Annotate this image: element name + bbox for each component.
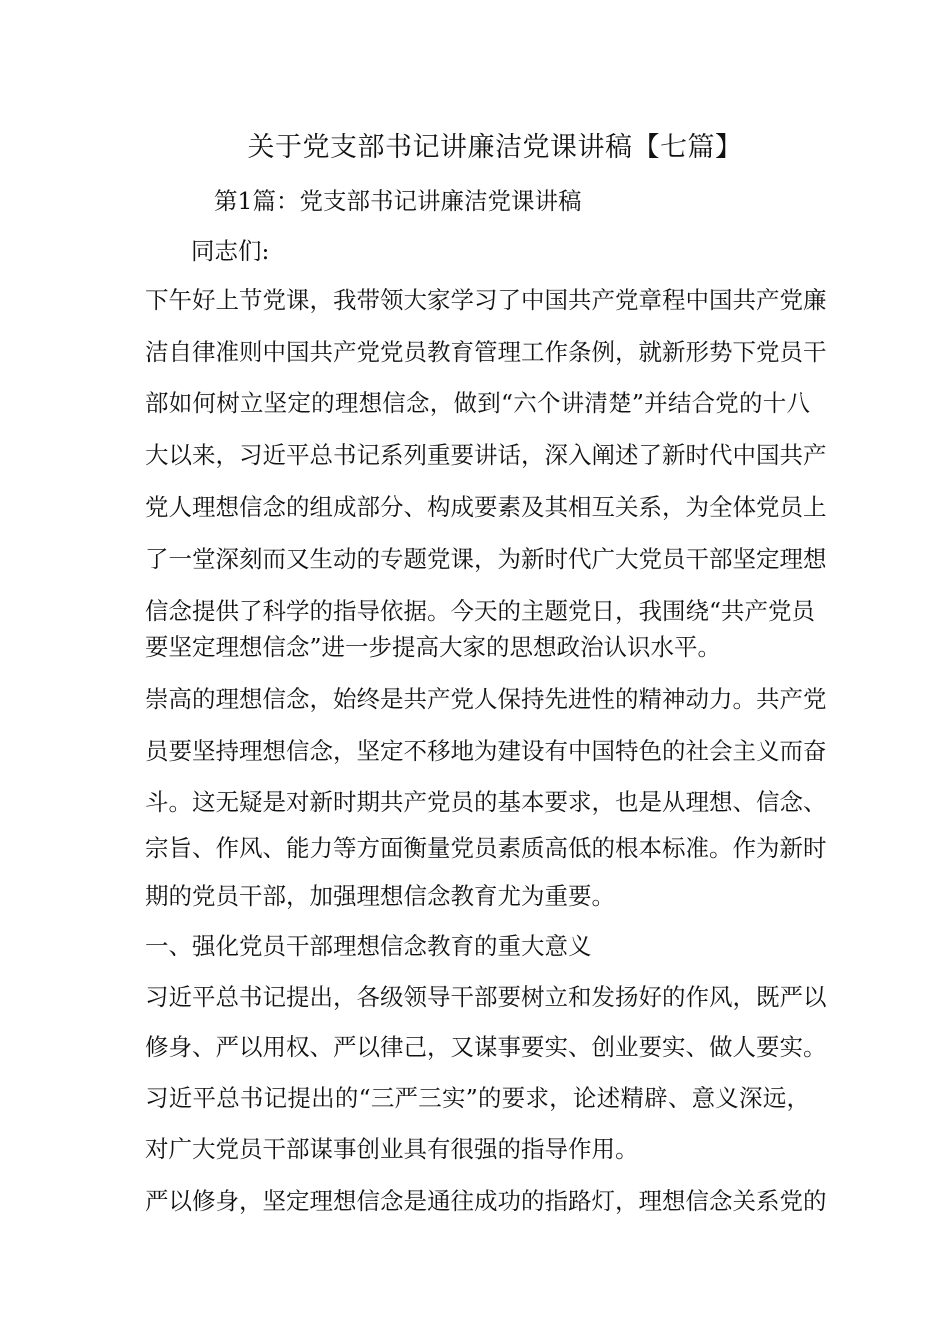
document-title: 关于党支部书记讲廉洁党课讲稿【七篇】 [247, 132, 743, 163]
body-line: 崇高的理想信念，始终是共产党人保持先进性的精神动力。共产党 [145, 685, 827, 713]
section-heading: 一、强化党员干部理想信念教育的重大意义 [145, 932, 592, 960]
greeting: 同志们: [191, 237, 270, 265]
body-line: 党人理想信念的组成部分、构成要素及其相互关系，为全体党员上 [145, 493, 827, 521]
body-line: 对广大党员干部谋事创业具有很强的指导作用。 [145, 1135, 639, 1163]
body-line: 了一堂深刻而又生动的专题党课，为新时代广大党员干部坚定理想 [145, 545, 827, 573]
body-line: 严以修身，坚定理想信念是通往成功的指路灯，理想信念关系党的 [145, 1187, 827, 1215]
body-line: 信念提供了科学的指导依据。今天的主题党日，我围绕“共产党员 [145, 597, 816, 625]
body-line: 修身、严以用权、严以律己，又谋事要实、创业要实、做人要实。 [145, 1033, 827, 1061]
body-line: 期的党员干部，加强理想信念教育尤为重要。 [145, 882, 615, 910]
chapter-subtitle: 第1篇：党支部书记讲廉洁党课讲稿 [214, 187, 582, 215]
body-line: 习近平总书记提出，各级领导干部要树立和发扬好的作风，既严以 [145, 983, 827, 1011]
body-line: 宗旨、作风、能力等方面衡量党员素质高低的根本标准。作为新时 [145, 834, 827, 862]
body-line: 部如何树立坚定的理想信念，做到“六个讲清楚”并结合党的十八 [145, 389, 810, 417]
body-line: 习近平总书记提出的“三严三实”的要求，论述精辟、意义深远， [145, 1084, 810, 1112]
body-line: 下午好上节党课，我带领大家学习了中国共产党章程中国共产党廉 [145, 286, 827, 314]
body-line: 洁自律准则中国共产党党员教育管理工作条例，就新形势下党员干 [145, 338, 827, 366]
body-line: 斗。这无疑是对新时期共产党员的基本要求，也是从理想、信念、 [145, 788, 827, 816]
body-line: 要坚定理想信念”进一步提高大家的思想政治认识水平。 [145, 633, 722, 661]
body-line: 大以来，习近平总书记系列重要讲话，深入阐述了新时代中国共产 [145, 441, 827, 469]
body-line: 员要坚持理想信念，坚定不移地为建设有中国特色的社会主义而奋 [145, 737, 827, 765]
